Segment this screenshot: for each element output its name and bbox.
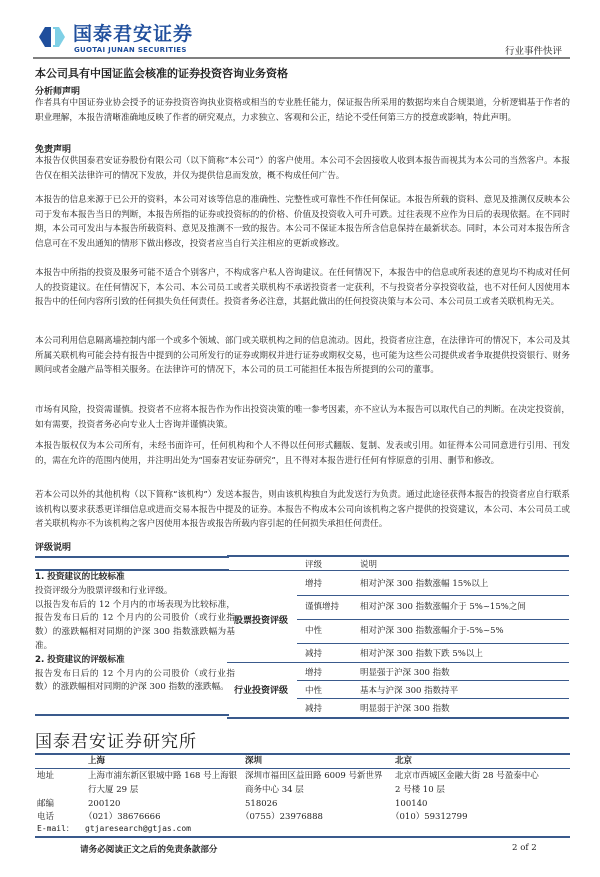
- footer-note: 请务必阅读正文之后的免责条款部分: [80, 845, 218, 855]
- rating-cell: 中性: [305, 686, 323, 696]
- desc-cell: 明显强于沪深 300 指数: [360, 668, 450, 678]
- shanghai-phone: （021）38676666: [84, 812, 161, 822]
- zip-label: 邮编: [37, 799, 55, 809]
- analyst-heading: 分析师声明: [35, 87, 81, 97]
- rating-cell: 减持: [305, 704, 323, 714]
- page-number: 2 of 2: [512, 843, 537, 853]
- email-label: E-mail：: [37, 824, 74, 833]
- rating-cell: 减持: [305, 649, 323, 659]
- disclaimer-heading: 免责声明: [35, 145, 72, 155]
- phone-label: 电话: [37, 812, 55, 822]
- analyst-statement: 作者具有中国证券业协会授予的证券投资咨询执业资格或相当的专业胜任能力，保证报告所采用的数据均来自合规渠道，分析逻辑基于作者的职业理解，本报告清晰准确地反映了作者的研究观点，力求独立、客观和公正，结论不受任何第三方的授意或影响，特此声明。: [35, 98, 570, 123]
- rule: [35, 836, 570, 838]
- rule: [35, 714, 229, 716]
- rating-cell: 增持: [305, 579, 323, 589]
- rating-heading: 评级说明: [35, 543, 72, 553]
- logo-text-cn: 国泰君安证券: [73, 23, 194, 45]
- institute-title: 国泰君安证券研究所: [35, 732, 197, 752]
- criteria-text: 投资评级分为股票评级和行业评级。: [35, 585, 173, 596]
- header-divider: [33, 57, 570, 59]
- desc-cell: 相对沪深 300 指数涨幅介于 5%~15%之间: [360, 602, 526, 612]
- beijing-address: 北京市西城区金融大街 28 号盈泰中心 2 号楼 10 层: [395, 771, 539, 795]
- page-title: 本公司具有中国证监会核准的证券投资咨询业务资格: [35, 67, 288, 80]
- disclaimer-paragraph: 市场有风险，投资需谨慎。投资者不应将本报告作为作出投资决策的唯一参考因素，亦不应认为本报告可以取代自己的判断。在决定投资前，如有需要，投资者务必向专业人士咨询并谨慎决策。: [35, 405, 570, 430]
- rating-criteria: [35, 571, 235, 695]
- disclaimer-paragraph: 本报告版权仅为本公司所有，未经书面许可，任何机构和个人不得以任何形式翻版、复制、发表或引用。如征得本公司同意进行引用、刊发的，需在允许的范围内使用，并注明出处为“国泰君安证券研究”，且不得对本报告进行任何有悖原意的引用、删节和修改。: [35, 441, 570, 466]
- email-link[interactable]: gtjaresearch@gtjas.com: [85, 824, 191, 833]
- criteria-text: 报告发布日后的 12 个月内的公司股价（或行业指数）的涨跌幅相对同期的沪深 300 指数的涨跌幅。: [35, 668, 235, 693]
- rating-cell: 中性: [305, 626, 323, 636]
- city-header: 深圳: [245, 756, 263, 766]
- beijing-zip: 100140: [395, 799, 428, 809]
- shenzhen-phone: （0755）23976888: [241, 812, 323, 822]
- disclaimer-paragraph: 本报告中所指的投资及服务可能不适合个别客户，不构成客户私人咨询建议。在任何情况下，本报告中的信息或所表述的意见均不构成对任何人的投资建议。在任何情况下，本公司、本公司员工或者关联机构不承诺投资者一定获利，不与投资者分享投资收益，也不对任何人因使用本报告中的任何内容所引致的任何损失负任何责任。投资者务必注意，其据此做出的任何投资决策与本公司、本公司员工或者关联机构无关。: [35, 268, 570, 307]
- desc-cell: 基本与沪深 300 指数持平: [360, 686, 459, 696]
- col-header-rating: 评级: [305, 560, 323, 570]
- shenzhen-address: 深圳市福田区益田路 6009 号新世界商务中心 34 层: [245, 771, 383, 795]
- desc-cell: 相对沪深 300 指数涨幅 15%以上: [360, 579, 489, 589]
- desc-cell: 相对沪深 300 指数下跌 5%以上: [360, 649, 483, 659]
- city-header: 北京: [395, 756, 413, 766]
- col-header-desc: 说明: [360, 560, 378, 570]
- criteria-heading: 1. 投资建议的比较标准: [35, 572, 125, 582]
- disclaimer-paragraph: 本报告仅供国泰君安证券股份有限公司（以下简称“本公司”）的客户使用。本公司不会因接收人收到本报告而视其为本公司的当然客户。本报告仅在相关法律许可的情况下发放，并仅为提供信息而发放，概不构成任何广告。: [35, 156, 570, 181]
- desc-cell: 明显弱于沪深 300 指数: [360, 704, 450, 714]
- beijing-phone: （010）59312799: [391, 812, 468, 822]
- disclaimer-paragraph: 本报告的信息来源于已公开的资料，本公司对该等信息的准确性、完整性或可靠性不作任何保证。本报告所载的资料、意见及推测仅反映本公司于发布本报告当日的判断，本报告所指的证券或投资标的的价格、价值及投资收入可升可跌。过往表现不应作为日后的表现依据。在不同时期，本公司可发出与本报告所载资料、意见及推测不一致的报告。本公司不保证本报告所含信息保持在最新状态。同时，本公司对本报告所含信息可在不发出通知的情形下做出修改，投资者应当自行关注相应的更新或修改。: [35, 195, 570, 249]
- address-label: 地址: [37, 771, 55, 781]
- criteria-heading: 2. 投资建议的评级标准: [35, 654, 125, 665]
- rule: [35, 753, 570, 755]
- logo-mark-icon: [37, 25, 67, 49]
- report-type-tag: 行业事件快评: [504, 46, 562, 57]
- disclaimer-paragraph: 若本公司以外的其他机构（以下简称“该机构”）发送本报告，则由该机构独自为此发送行为负责。通过此途径获得本报告的投资者应自行联系该机构以要求获悉更详细信息或进而交易本报告中提及的证券。本报告不构成本公司向该机构之客户提供的投资建议，本公司、本公司员工或者关联机构亦不为该机构之客户因使用本报告或报告所载内容引起的任何损失承担任何责任。: [35, 490, 570, 529]
- rating-cell: 谨慎增持: [305, 602, 340, 612]
- group-label-stock: 股票投资评级: [234, 616, 289, 626]
- logo-text-en: GUOTAI JUNAN SECURITIES: [74, 46, 187, 54]
- criteria-text: 以报告发布后的 12 个月内的市场表现为比较标准，报告发布日后的 12 个月内的公司股价（或行业指数）的涨跌幅相对同期的沪深 300 指数涨跌幅为基准。: [35, 599, 235, 651]
- shanghai-address: 上海市浦东新区银城中路 168 号上海银行大厦 29 层: [88, 771, 238, 795]
- company-logo: [37, 23, 237, 55]
- group-label-industry: 行业投资评级: [234, 686, 289, 696]
- rule: [35, 556, 229, 558]
- desc-cell: 相对沪深 300 指数涨幅介于-5%~5%: [360, 626, 504, 636]
- rating-cell: 增持: [305, 668, 323, 678]
- shanghai-zip: 200120: [88, 799, 121, 809]
- disclaimer-paragraph: 本公司利用信息隔离墙控制内部一个或多个领域、部门或关联机构之间的信息流动。因此，投资者应注意，在法律许可的情况下，本公司及其所属关联机构可能会持有报告中提到的公司所发行的证券或期权并进行证券或期权交易，也可能为这些公司提供或者争取提供投资银行、财务顾问或者金融产品等相关服务。在法律许可的情况下，本公司的员工可能担任本报告所提到的公司的董事。: [35, 336, 570, 375]
- city-header: 上海: [88, 756, 106, 766]
- shenzhen-zip: 518026: [245, 799, 278, 809]
